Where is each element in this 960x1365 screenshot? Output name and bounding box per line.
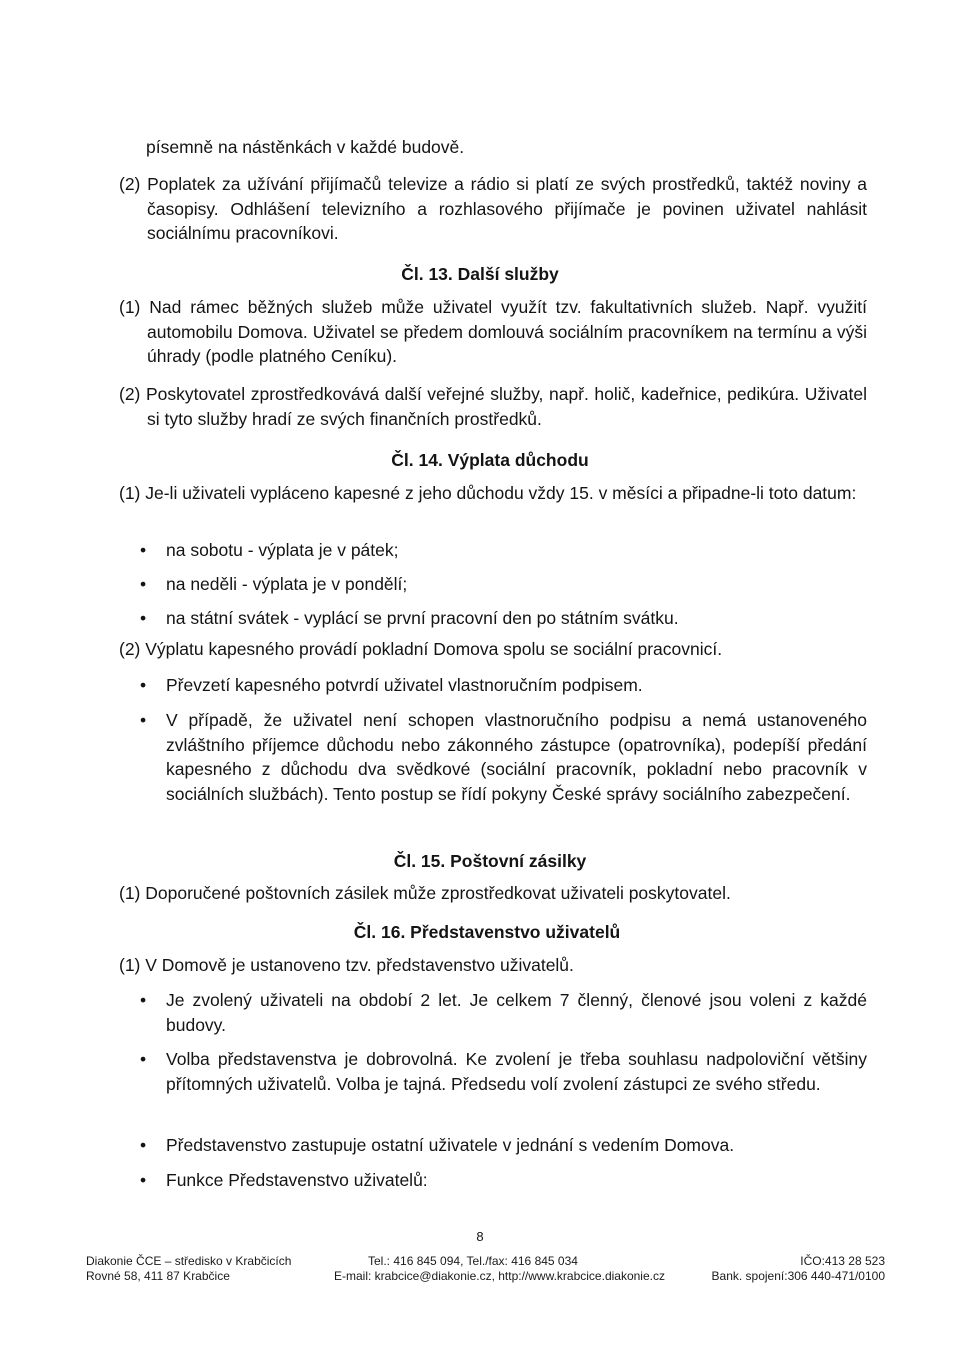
list-item: na sobotu - výplata je v pátek; — [166, 540, 399, 560]
list-item: Představenstvo zastupuje ostatní uživatele v jednání s vedením Domova. — [166, 1135, 735, 1155]
list-item: na státní svátek - vyplácí se první pracovní den po státním svátku. — [166, 608, 679, 628]
list-item: Funkce Představenstvo uživatelů: — [166, 1170, 428, 1190]
paragraph-art12-2: (2) Poplatek za užívání přijímačů televize a rádio si platí ze svých prostředků, taktéž noviny a časopisy. Odhlášení televizního a rozhlasového přijímače je povinen uživatel nahlásit sociálnímu pracovníkovi. — [119, 174, 867, 243]
footer-organization — [86, 1254, 346, 1284]
bullet-marker: • — [140, 540, 147, 560]
footer-registration — [690, 1254, 885, 1284]
bullet-marker: • — [140, 1170, 147, 1190]
paragraph-art16-1: (1) V Domově je ustanoveno tzv. představenstvo uživatelů. — [119, 955, 574, 975]
footer-contact-line1: Tel.: 416 845 094, Tel./fax: 416 845 034 — [368, 1254, 578, 1268]
paragraph-art13-2: (2) Poskytovatel zprostředkovává další veřejné služby, např. holič, kadeřnice, pedikúra. Uživatel si tyto služby hradí ze svých finančních prostředků. — [119, 384, 867, 429]
heading-art15: Čl. 15. Poštovní zásilky — [393, 851, 587, 871]
footer-contact — [334, 1254, 694, 1284]
bullet-marker: • — [140, 574, 147, 594]
list-item: Převzetí kapesného potvrdí uživatel vlastnoručním podpisem. — [166, 675, 643, 695]
heading-art13: Čl. 13. Další služby — [401, 264, 559, 284]
footer-org-line2: Rovné 58, 411 87 Krabčice — [86, 1269, 230, 1283]
list-item: na neděli - výplata je v pondělí; — [166, 574, 408, 594]
list-item: Je zvolený uživateli na období 2 let. Je celkem 7 členný, členové jsou voleni z každé budovy. — [166, 990, 867, 1035]
paragraph-continuation: písemně na nástěnkách v každé budově. — [146, 137, 465, 157]
heading-art16: Čl. 16. Představenstvo uživatelů — [353, 922, 621, 942]
bullet-marker: • — [140, 990, 147, 1010]
footer-org-line1: Diakonie ČCE – středisko v Krabčicích — [86, 1254, 292, 1268]
heading-art14: Čl. 14. Výplata důchodu — [391, 450, 589, 470]
paragraph-art14-1: (1) Je-li uživateli vypláceno kapesné z jeho důchodu vždy 15. v měsíci a připadne-li toto datum: — [119, 483, 857, 503]
bullet-marker: • — [140, 675, 147, 695]
page-number: 8 — [476, 1229, 484, 1244]
bullet-marker: • — [140, 710, 147, 730]
footer-ico-line1: IČO:413 28 523 — [800, 1254, 885, 1268]
list-item: V případě, že uživatel není schopen vlastnoručního podpisu a nemá ustanoveného zvláštního příjemce důchodu nebo zákonného zástupce (opatrovníka), podepíší předání kapesného z důchodu dva svědkové (sociální pracovník, pokladní nebo pracovník v sociálních službách). Tento postup se řídí pokyny České správy sociálního zabezpečení. — [166, 710, 867, 804]
paragraph-art14-2: (2) Výplatu kapesného provádí pokladní Domova spolu se sociální pracovnicí. — [119, 639, 723, 659]
footer-contact-line2: E-mail: krabcice@diakonie.cz, http://www.krabcice.diakonie.cz — [334, 1269, 665, 1283]
bullet-marker: • — [140, 608, 147, 628]
paragraph-art13-1: (1) Nad rámec běžných služeb může uživatel využít tzv. fakultativních služeb. Např. využití automobilu Domova. Uživatel se předem domlouvá sociálním pracovníkem na termínu a výši úhrady (podle platného Ceníku). — [119, 297, 867, 366]
footer-ico-line2: Bank. spojení:306 440-471/0100 — [711, 1269, 885, 1283]
bullet-marker: • — [140, 1135, 147, 1155]
list-item: Volba představenstva je dobrovolná. Ke zvolení je třeba souhlasu nadpoloviční většiny přítomných uživatelů. Volba je tajná. Předsedu volí zvolení zástupci ze svého středu. — [166, 1049, 867, 1094]
paragraph-art15-1: (1) Doporučené poštovních zásilek může zprostředkovat uživateli poskytovatel. — [119, 883, 731, 903]
bullet-marker: • — [140, 1049, 147, 1069]
